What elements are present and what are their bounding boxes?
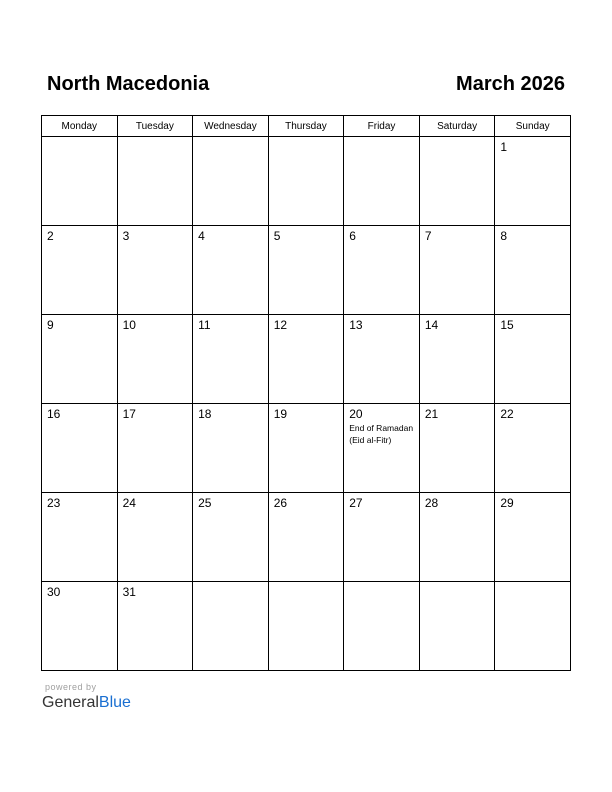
day-cell [268, 582, 344, 671]
day-number: 9 [47, 318, 54, 332]
day-cell [344, 226, 420, 315]
day-number: 23 [47, 496, 61, 510]
weekday-friday: Friday [344, 116, 420, 137]
day-cell [344, 582, 420, 671]
calendar-grid [41, 115, 571, 671]
day-number: 16 [47, 407, 61, 421]
day-cell [42, 493, 118, 582]
day-number: 29 [500, 496, 514, 510]
day-number: 21 [424, 407, 439, 421]
day-cell [419, 582, 495, 671]
day-cell [42, 315, 118, 404]
day-cell [419, 493, 495, 582]
day-number: 14 [424, 318, 439, 332]
day-number: 17 [122, 407, 136, 421]
day-number: 7 [424, 229, 432, 243]
week-row [42, 404, 571, 493]
day-number: 2 [47, 229, 54, 243]
day-cell [344, 404, 420, 493]
day-number: 1 [500, 140, 508, 154]
day-cell [495, 226, 571, 315]
day-cell [117, 582, 193, 671]
day-number: 10 [122, 318, 136, 332]
holiday-label: End of Ramadan (Eid al-Fitr) [349, 423, 414, 445]
day-cell [419, 137, 495, 226]
day-number: 28 [424, 496, 439, 510]
day-number: 20 [349, 407, 363, 421]
day-number: 24 [122, 496, 136, 510]
day-cell [42, 226, 118, 315]
weekday-sunday: Sunday [495, 116, 571, 137]
day-cell [344, 493, 420, 582]
day-cell [495, 493, 571, 582]
week-row [42, 226, 571, 315]
day-number: 18 [198, 407, 212, 421]
day-number: 11 [198, 318, 211, 332]
day-number: 6 [349, 229, 356, 243]
day-cell [268, 137, 344, 226]
day-cell [42, 404, 118, 493]
weekday-saturday: Saturday [419, 116, 495, 137]
day-number: 4 [198, 229, 205, 243]
day-cell [193, 404, 269, 493]
brand-part-blue: Blue [98, 694, 131, 711]
day-cell [117, 404, 193, 493]
day-cell [193, 137, 269, 226]
day-cell [193, 315, 269, 404]
day-cell [419, 404, 495, 493]
day-cell [419, 315, 495, 404]
day-number: 5 [273, 229, 281, 243]
brand-part-general: General [42, 694, 99, 711]
day-number: 19 [273, 407, 288, 421]
week-row [42, 493, 571, 582]
day-cell [193, 582, 269, 671]
day-number: 12 [273, 318, 288, 332]
day-number: 25 [198, 496, 212, 510]
day-cell [495, 137, 571, 226]
day-cell [268, 315, 344, 404]
day-number: 15 [500, 318, 514, 332]
day-cell [117, 137, 193, 226]
week-row [42, 582, 571, 671]
weekday-header-row [42, 116, 571, 137]
day-number: 31 [122, 585, 136, 599]
month-year-title: March 2026 [456, 73, 565, 95]
day-cell [193, 493, 269, 582]
weekday-tuesday: Tuesday [117, 116, 193, 137]
day-number: 13 [349, 318, 363, 332]
country-title: North Macedonia [47, 73, 210, 95]
calendar-body [42, 137, 571, 671]
day-cell [42, 137, 118, 226]
day-cell [42, 582, 118, 671]
day-cell [268, 493, 344, 582]
weekday-monday: Monday [42, 116, 118, 137]
week-row [42, 315, 571, 404]
day-number: 8 [500, 229, 508, 243]
day-cell [268, 226, 344, 315]
day-number: 3 [122, 229, 130, 243]
day-number: 27 [349, 496, 363, 510]
week-row [42, 137, 571, 226]
day-number: 30 [47, 585, 61, 599]
day-cell [419, 226, 495, 315]
weekday-thursday: Thursday [268, 116, 344, 137]
day-cell [495, 315, 571, 404]
day-number: 22 [500, 407, 514, 421]
day-cell [117, 493, 193, 582]
day-cell [117, 226, 193, 315]
powered-by-label: powered by [45, 682, 97, 692]
day-cell [495, 582, 571, 671]
day-cell [117, 315, 193, 404]
day-cell [344, 315, 420, 404]
day-cell [495, 404, 571, 493]
generalblue-logo [42, 693, 131, 713]
day-cell [268, 404, 344, 493]
day-cell [193, 226, 269, 315]
day-cell [344, 137, 420, 226]
weekday-wednesday: Wednesday [193, 116, 269, 137]
day-number: 26 [273, 496, 288, 510]
